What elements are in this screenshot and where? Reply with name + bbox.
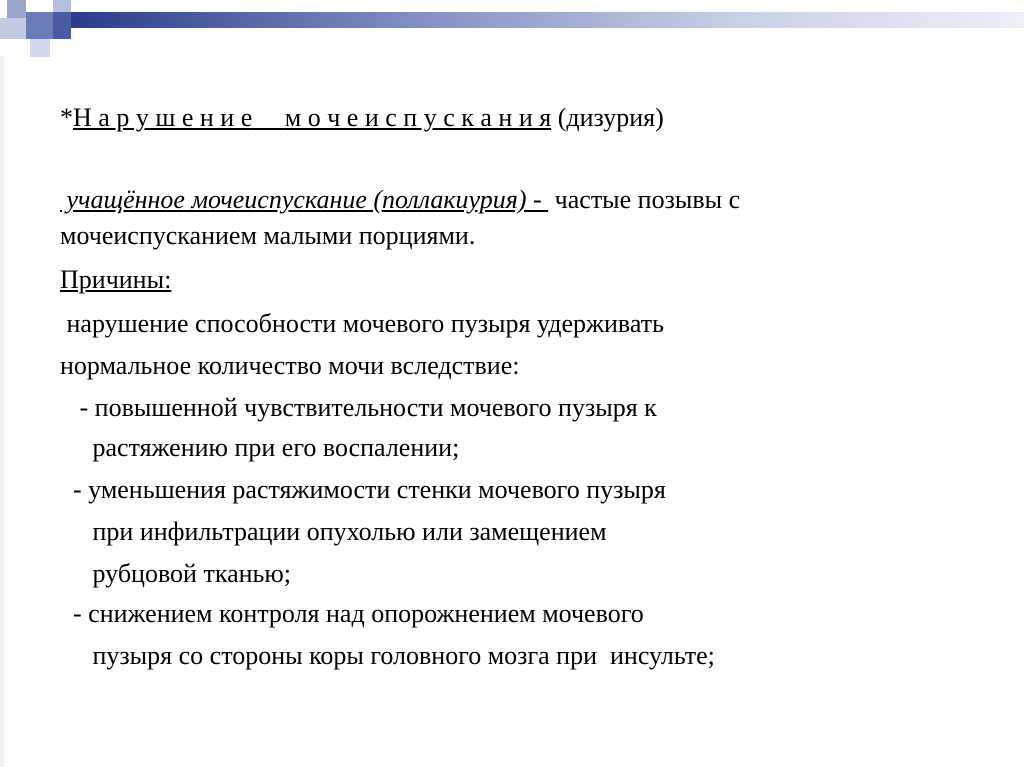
heading-gap <box>252 103 285 132</box>
heading-word-2: м о ч е и с п у с к а н и я <box>284 103 552 132</box>
decor-square <box>26 12 53 39</box>
cause-line: - снижением контроля над опорожнением мочевого <box>60 599 644 628</box>
cause-line: рубцовой тканью; <box>60 559 292 588</box>
frame-edge <box>0 56 4 767</box>
cause-line: при инфильтрации опухолью или замещением <box>60 517 607 546</box>
decor-square <box>7 0 26 18</box>
heading-line <box>60 100 664 136</box>
decor-square <box>53 12 71 39</box>
cause-line: - уменьшения растяжимости стенки мочевого пузыря <box>60 475 666 504</box>
decor-square <box>53 0 71 12</box>
decor-square <box>0 18 26 39</box>
heading-star: * <box>60 103 73 132</box>
cause-line: нарушение способности мочевого пузыря удерживать <box>60 309 664 338</box>
cause-line: растяжению при его воспалении; <box>60 433 460 462</box>
title-bar-decoration <box>71 12 1024 28</box>
cause-line: пузыря со стороны коры головного мозга при инсульте; <box>60 641 715 670</box>
definition-line-1 <box>60 182 740 218</box>
cause-line: - повышенной чувствительности мочевого пузыря к <box>60 393 657 422</box>
causes-label: Причины: <box>60 265 172 294</box>
definition-rest: частые позывы с <box>548 185 741 214</box>
decor-square <box>30 39 50 57</box>
cause-line: нормальное количество мочи вследствие: <box>60 351 520 380</box>
definition-term: учащённое мочеиспускание (поллакиурия) - <box>60 185 549 214</box>
heading-word-1: Н а р у ш е н и е <box>73 103 253 132</box>
definition-line-2: мочеиспусканием малыми порциями. <box>60 221 476 250</box>
heading-paren: (дизурия) <box>551 103 664 132</box>
